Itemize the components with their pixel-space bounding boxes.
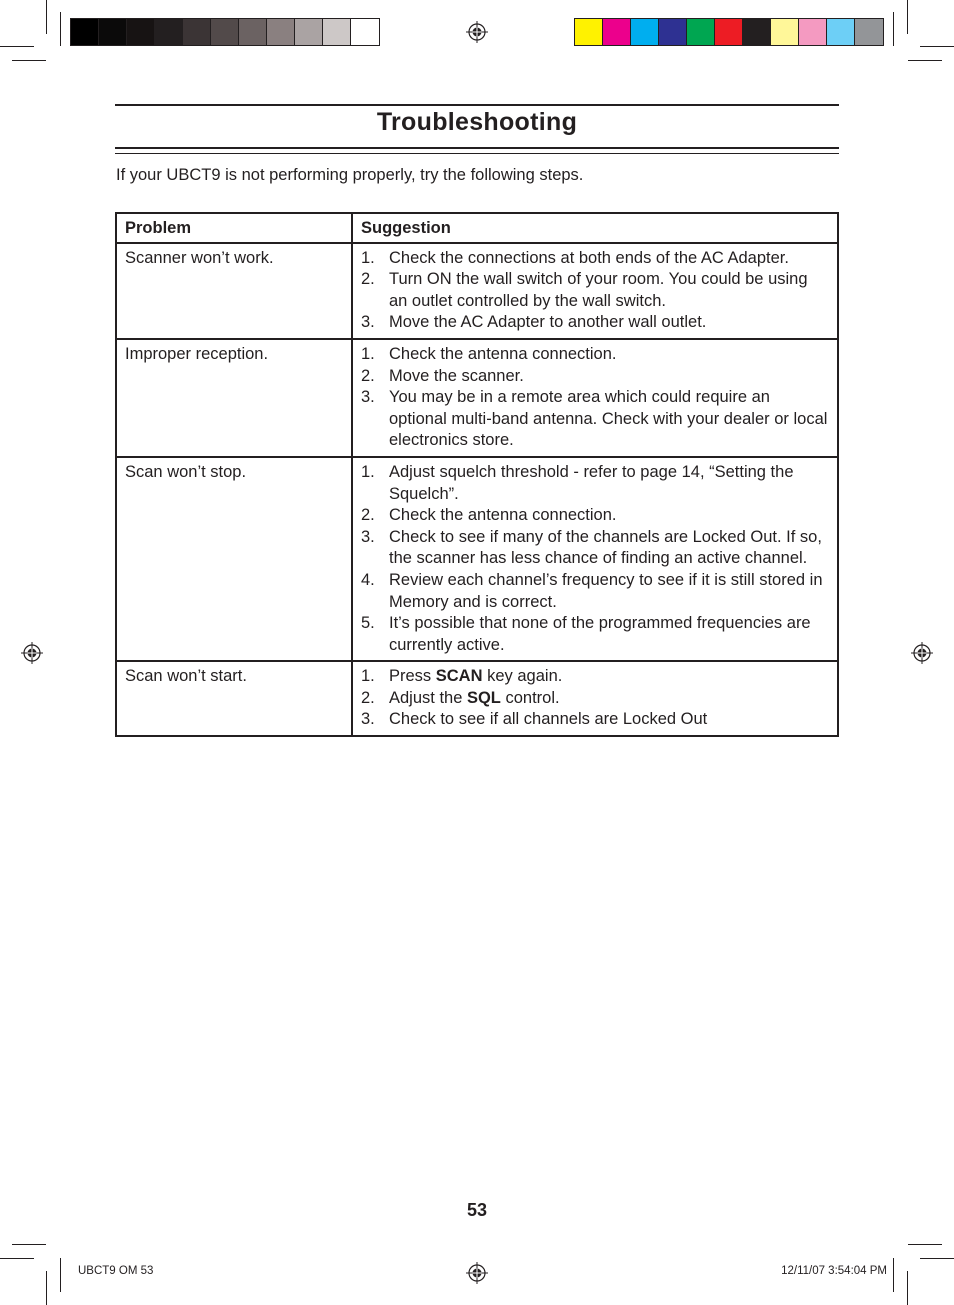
suggestion-step [361, 366, 829, 388]
process-swatch [659, 19, 687, 45]
step-text: Adjust the [389, 688, 467, 707]
grayscale-swatch [351, 19, 379, 45]
crop-mark [12, 1244, 46, 1245]
step-number: 2. [361, 688, 375, 707]
crop-mark [907, 1271, 908, 1305]
process-color-bar [574, 18, 884, 46]
suggestion-list [361, 666, 829, 731]
step-number: 3. [361, 710, 375, 729]
grayscale-swatch [295, 19, 323, 45]
process-swatch [799, 19, 827, 45]
process-swatch [603, 19, 631, 45]
problem-cell: Scan won’t start. [116, 661, 352, 736]
process-swatch [743, 19, 771, 45]
step-number: 3. [361, 313, 375, 332]
grayscale-color-bar [70, 18, 380, 46]
suggestion-step [361, 527, 829, 570]
title-bottom-rule [115, 153, 839, 154]
suggestion-cell [352, 339, 838, 457]
step-text: Check to see if all channels are Locked Out [389, 710, 708, 729]
crop-mark [60, 12, 61, 46]
step-number: 5. [361, 614, 375, 633]
grayscale-swatch [211, 19, 239, 45]
table-row [116, 457, 838, 661]
crop-mark [0, 46, 34, 47]
crop-mark [908, 60, 942, 61]
column-header-problem: Problem [116, 213, 352, 243]
grayscale-swatch [71, 19, 99, 45]
suggestion-step [361, 462, 829, 505]
suggestion-step [361, 344, 829, 366]
table-body [116, 243, 838, 736]
process-swatch [687, 19, 715, 45]
suggestion-step [361, 570, 829, 613]
intro-text: If your UBCT9 is not performing properly, try the following steps. [116, 166, 584, 184]
step-text: Move the AC Adapter to another wall outlet. [389, 313, 707, 332]
crop-mark [60, 1258, 61, 1292]
table-row [116, 243, 838, 339]
suggestion-step [361, 269, 829, 312]
control-name: SCAN [435, 667, 483, 686]
crop-mark [920, 1258, 954, 1259]
suggestion-cell [352, 243, 838, 339]
grayscale-swatch [127, 19, 155, 45]
suggestion-step [361, 709, 829, 731]
title-bottom-rule [115, 147, 839, 149]
step-text: Review each channel’s frequency to see if it is still stored in Memory and is correct. [389, 570, 823, 611]
grayscale-swatch [99, 19, 127, 45]
suggestion-step [361, 505, 829, 527]
process-swatch [771, 19, 799, 45]
registration-mark-icon [911, 642, 933, 664]
step-text: Check to see if many of the channels are Locked Out. If so, the scanner has less chance of finding an active channel. [389, 527, 822, 568]
step-number: 1. [361, 248, 375, 267]
suggestion-list [361, 462, 829, 656]
crop-mark [46, 1271, 47, 1305]
crop-mark [0, 1258, 34, 1259]
step-number: 3. [361, 388, 375, 407]
suggestion-step [361, 613, 829, 656]
table-header-row [116, 213, 838, 243]
problem-cell: Scan won’t stop. [116, 457, 352, 661]
print-slug-file: UBCT9 OM 53 [78, 1265, 154, 1277]
step-number: 1. [361, 667, 375, 686]
suggestion-cell [352, 661, 838, 736]
page-title: Troubleshooting [376, 108, 578, 136]
crop-mark [46, 0, 47, 34]
grayscale-swatch [267, 19, 295, 45]
crop-mark [893, 12, 894, 46]
crop-mark [920, 46, 954, 47]
suggestion-step [361, 248, 829, 270]
step-text: You may be in a remote area which could require an optional multi-band antenna. Check with your dealer or local electronics store. [389, 388, 828, 450]
grayscale-swatch [239, 19, 267, 45]
step-number: 3. [361, 527, 375, 546]
step-number: 2. [361, 366, 375, 385]
process-swatch [855, 19, 883, 45]
step-number: 1. [361, 344, 375, 363]
suggestion-step [361, 666, 829, 688]
grayscale-swatch [183, 19, 211, 45]
step-text: Check the antenna connection. [389, 506, 617, 525]
process-swatch [715, 19, 743, 45]
registration-mark-icon [21, 642, 43, 664]
process-swatch [575, 19, 603, 45]
step-number: 2. [361, 506, 375, 525]
suggestion-step [361, 688, 829, 710]
registration-mark-icon [466, 21, 488, 43]
grayscale-swatch [323, 19, 351, 45]
suggestion-cell [352, 457, 838, 661]
control-name: SQL [466, 688, 501, 707]
page-number: 53 [466, 1200, 488, 1220]
step-number: 2. [361, 270, 375, 289]
title-top-rule [115, 104, 839, 106]
step-number: 4. [361, 570, 375, 589]
step-text: Check the antenna connection. [389, 344, 617, 363]
step-text: control. [500, 688, 560, 707]
crop-mark [893, 1258, 894, 1292]
crop-mark [12, 60, 46, 61]
print-slug-timestamp: 12/11/07 3:54:04 PM [781, 1265, 887, 1277]
table-row [116, 339, 838, 457]
step-text: Adjust squelch threshold - refer to page 14, “Setting the Squelch”. [389, 462, 794, 503]
step-text: key again. [482, 667, 563, 686]
process-swatch [631, 19, 659, 45]
troubleshooting-table [115, 212, 839, 737]
suggestion-list [361, 344, 829, 452]
suggestion-step [361, 312, 829, 334]
suggestion-list [361, 248, 829, 334]
column-header-suggestion: Suggestion [352, 213, 838, 243]
table-row [116, 661, 838, 736]
step-text: Turn ON the wall switch of your room. You could be using an outlet controlled by the wall switch. [389, 270, 808, 310]
step-text: Move the scanner. [389, 366, 524, 385]
suggestion-step [361, 387, 829, 452]
step-text: Press [389, 667, 436, 686]
process-swatch [827, 19, 855, 45]
step-number: 1. [361, 462, 375, 481]
grayscale-swatch [155, 19, 183, 45]
problem-cell: Scanner won’t work. [116, 243, 352, 339]
step-text: It’s possible that none of the programmed frequencies are currently active. [389, 614, 811, 654]
crop-mark [907, 0, 908, 34]
step-text: Check the connections at both ends of the AC Adapter. [389, 248, 789, 267]
problem-cell: Improper reception. [116, 339, 352, 457]
registration-mark-icon [466, 1262, 488, 1284]
crop-mark [908, 1244, 942, 1245]
